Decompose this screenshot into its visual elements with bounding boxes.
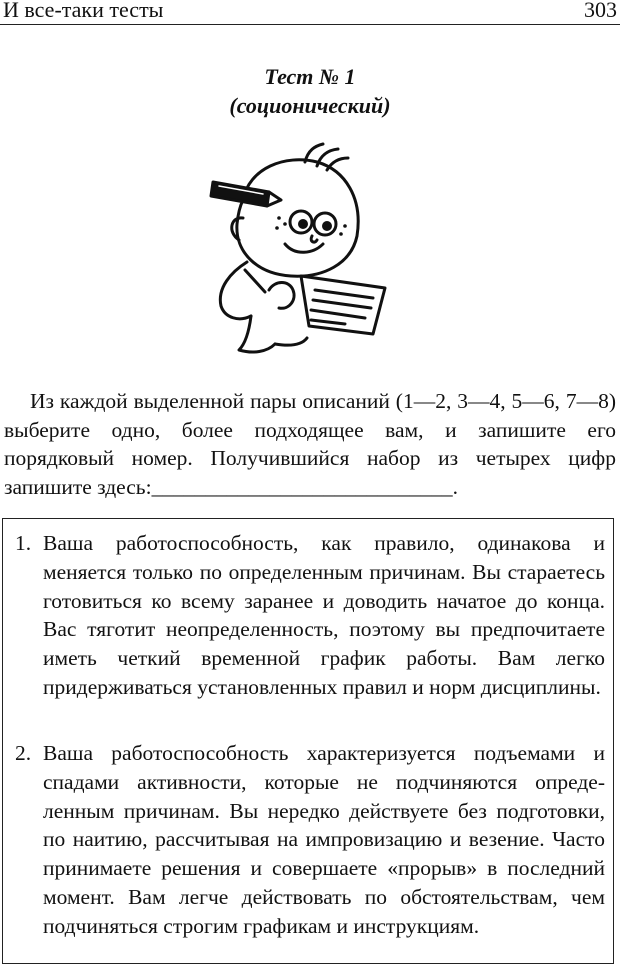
page-number: 303 — [584, 0, 617, 22]
item-text: Ваша работоспособность, как правило, одинакова и меняется только по определенным причинам. Вы стараетесь готовиться ко всему заранее и доводить начатое до конца. Вас тяготит неопределенность, поэтому вы предпочитаете иметь четкий временной график работы. Вам легко придерживаться установленных правил и норм дисциплины. — [43, 531, 605, 699]
description-pair-box — [2, 518, 614, 964]
item-number: 2. — [15, 741, 32, 765]
item-text: Ваша работоспособность характеризуется подъемами и спадами активности, которые не подчиняются определенным причинам. Вы нередко действуете без подготовки, по наитию, рассчитывая на импровизацию и везение. Часто принимаете решения и совершаете «прорыв» в последний момент. Вам легче действовать по обстоятельствам, чем подчиняться строгим графикам и инструкциям. — [43, 741, 605, 938]
answer-blank-line: ____________________________. — [151, 474, 458, 499]
boy-with-pencil-reading-paper-illustration — [205, 140, 395, 358]
description-item-2 — [15, 739, 605, 941]
instructions-paragraph — [4, 387, 616, 501]
item-number: 1. — [15, 531, 32, 555]
description-item-1 — [15, 529, 605, 702]
test-subtitle: (соционический) — [229, 93, 391, 118]
running-header — [0, 0, 620, 25]
test-title: Тест № 1 — [264, 64, 356, 89]
chapter-title: И все-таки тесты — [3, 0, 164, 22]
instructions-text: Из каждой выделенной пары описаний (1—2, 3—4, 5—6, 7—8) выберите одно, более подходящее вам, и запишите его порядковый номер. Получившийся набор из четырех цифр запишите здесь: — [4, 389, 616, 499]
